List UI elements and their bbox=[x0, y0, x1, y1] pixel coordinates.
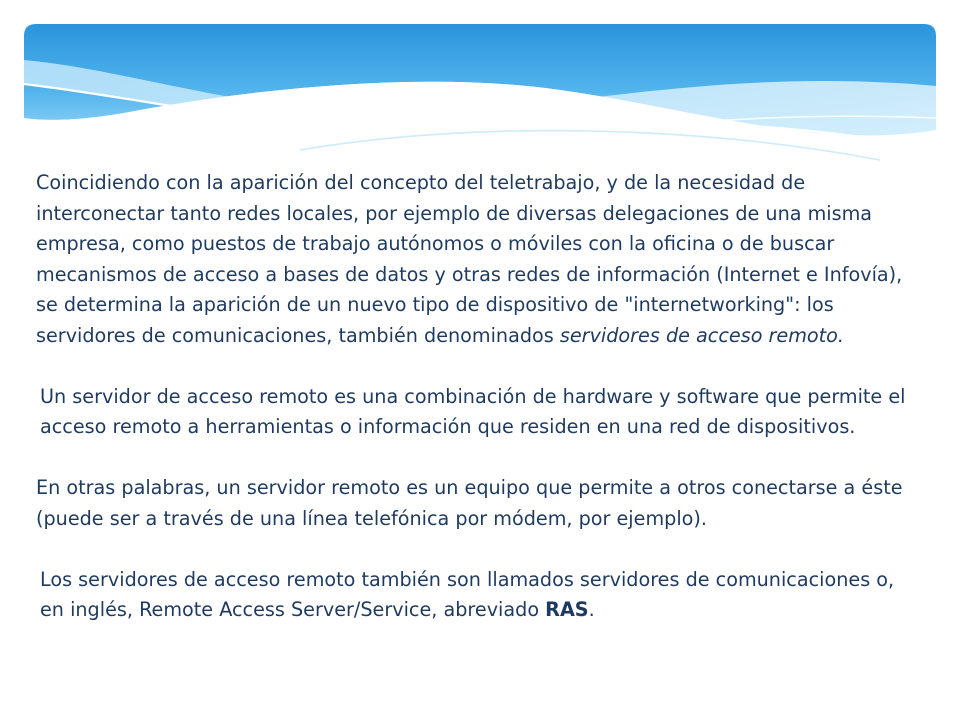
paragraph-2-text: Un servidor de acceso remoto es una combinación de hardware y software que permite el acceso remoto a herramientas o información que residen en una red de dispositivos. bbox=[40, 384, 906, 438]
paragraph-3 bbox=[36, 473, 916, 534]
paragraph-3-text: En otras palabras, un servidor remoto es un equipo que permite a otros conectarse a éste (puede ser a través de una línea telefónica por módem, por ejemplo). bbox=[36, 476, 903, 530]
ras-acronym: RAS bbox=[545, 598, 589, 621]
spacer bbox=[36, 351, 916, 382]
paragraph-1-text: Coincidiendo con la aparición del concepto del teletrabajo, y de la necesidad de interconectar tanto redes locales, por ejemplo de diversas delegaciones de una misma empresa, como puestos de trabajo autónomos o móviles con la oficina o de buscar mecanismos de acceso a bases de datos y otras redes de información (Internet e Infovía), se determina la aparición de un nuevo tipo de dispositivo de "internetworking": los servidores de comunicaciones, también denominados bbox=[36, 171, 903, 347]
spacer bbox=[36, 443, 916, 474]
paragraph-4-end: . bbox=[588, 598, 595, 621]
paragraph-4 bbox=[36, 565, 916, 626]
paragraph-1-italic-term: servidores de acceso remoto. bbox=[559, 323, 845, 347]
header-wave-banner bbox=[0, 0, 960, 190]
slide-body bbox=[36, 168, 916, 626]
paragraph-1 bbox=[36, 168, 916, 351]
paragraph-4-text: Los servidores de acceso remoto también son llamados servidores de comunicaciones o, en inglés, Remote Access Server/Service, abreviado bbox=[40, 567, 895, 621]
spacer bbox=[36, 534, 916, 565]
paragraph-2 bbox=[36, 382, 916, 443]
